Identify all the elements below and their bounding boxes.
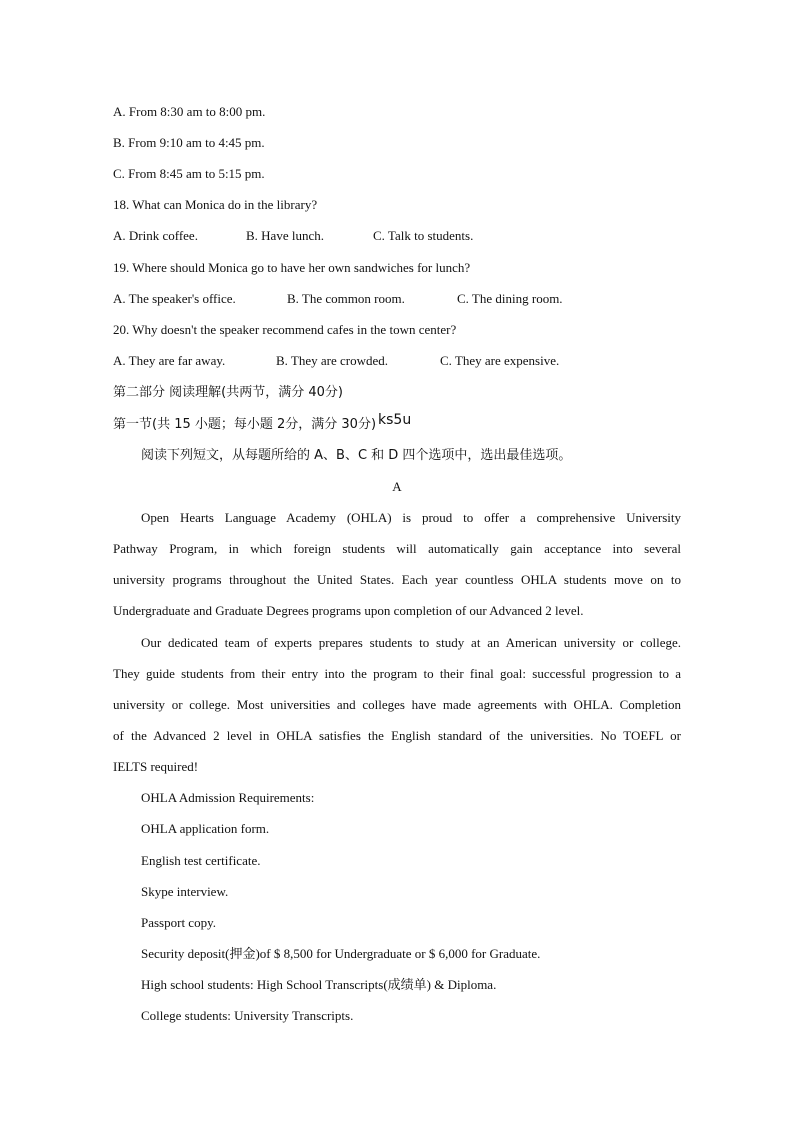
q20-question: 20. Why doesn't the speaker recommend cafes in the town center? <box>113 322 457 337</box>
q18-option-a: A. Drink coffee. <box>113 228 198 243</box>
requirement-item: Security deposit(押金)of $ 8,500 for Undergraduate or $ 6,000 for Graduate. <box>141 946 541 961</box>
q19-options <box>113 291 563 307</box>
section1-text: 第一节(共 15 小题；每小题 2分，满分 30分) <box>113 417 377 432</box>
q20-option-b: B. They are crowded. <box>276 353 389 368</box>
part2-heading: 第二部分 阅读理解(共两节，满分 40分) <box>113 385 343 400</box>
requirement-item: English test certificate. <box>141 853 261 868</box>
requirement-item: OHLA application form. <box>141 821 270 836</box>
q20-option-c: C. They are expensive. <box>440 353 560 368</box>
requirement-item: College students: University Transcripts. <box>141 1008 354 1023</box>
section1-heading <box>113 412 412 433</box>
q18-option-b: B. Have lunch. <box>246 228 324 243</box>
passage-label: A <box>392 479 402 494</box>
requirement-item: High school students: High School Transcripts(成绩单) & Diploma. <box>141 977 497 992</box>
q20-option-a: A. They are far away. <box>113 353 226 368</box>
q19-question: 19. Where should Monica go to have her own sandwiches for lunch? <box>113 260 471 275</box>
passage-p1-line: university programs throughout the United States. Each year countless OHLA students move on to <box>113 572 681 587</box>
passage-p2-line: IELTS required! <box>113 759 199 774</box>
q17-option-b: B. From 9:10 am to 4:45 pm. <box>113 135 265 150</box>
passage-p2-line: They guide students from their entry into the program to their final goal: successful progression to a <box>113 666 681 681</box>
passage-p2-line: Our dedicated team of experts prepares students to study at an American university or college. <box>141 635 681 650</box>
requirements-title: OHLA Admission Requirements: <box>141 790 315 805</box>
passage-p2-line: university or college. Most universities and colleges have made agreements with OHLA. Completion <box>113 697 681 712</box>
q18-question: 18. What can Monica do in the library? <box>113 197 318 212</box>
q19-option-c: C. The dining room. <box>457 291 563 306</box>
q20-options <box>113 353 559 369</box>
q17-option-a: A. From 8:30 am to 8:00 pm. <box>113 104 266 119</box>
passage-p1-line: Pathway Program, in which foreign students will automatically gain acceptance into several <box>113 541 681 556</box>
requirement-item: Skype interview. <box>141 884 229 899</box>
q18-option-c: C. Talk to students. <box>373 228 474 243</box>
q19-option-a: A. The speaker's office. <box>113 291 236 306</box>
passage-p1-line: Open Hearts Language Academy (OHLA) is proud to offer a comprehensive University <box>141 510 681 525</box>
q17-option-c: C. From 8:45 am to 5:15 pm. <box>113 166 265 181</box>
requirement-item: Passport copy. <box>141 915 216 930</box>
reading-instruction: 阅读下列短文，从每题所给的 A、B、C 和 D 四个选项中，选出最佳选项。 <box>141 448 572 463</box>
watermark-text: ks5u <box>378 412 412 428</box>
passage-p1-line: Undergraduate and Graduate Degrees programs upon completion of our Advanced 2 level. <box>113 603 584 618</box>
passage-p2-line: of the Advanced 2 level in OHLA satisfies the English standard of the universities. No TOEFL or <box>113 728 681 743</box>
q19-option-b: B. The common room. <box>287 291 405 306</box>
q18-options <box>113 228 473 244</box>
